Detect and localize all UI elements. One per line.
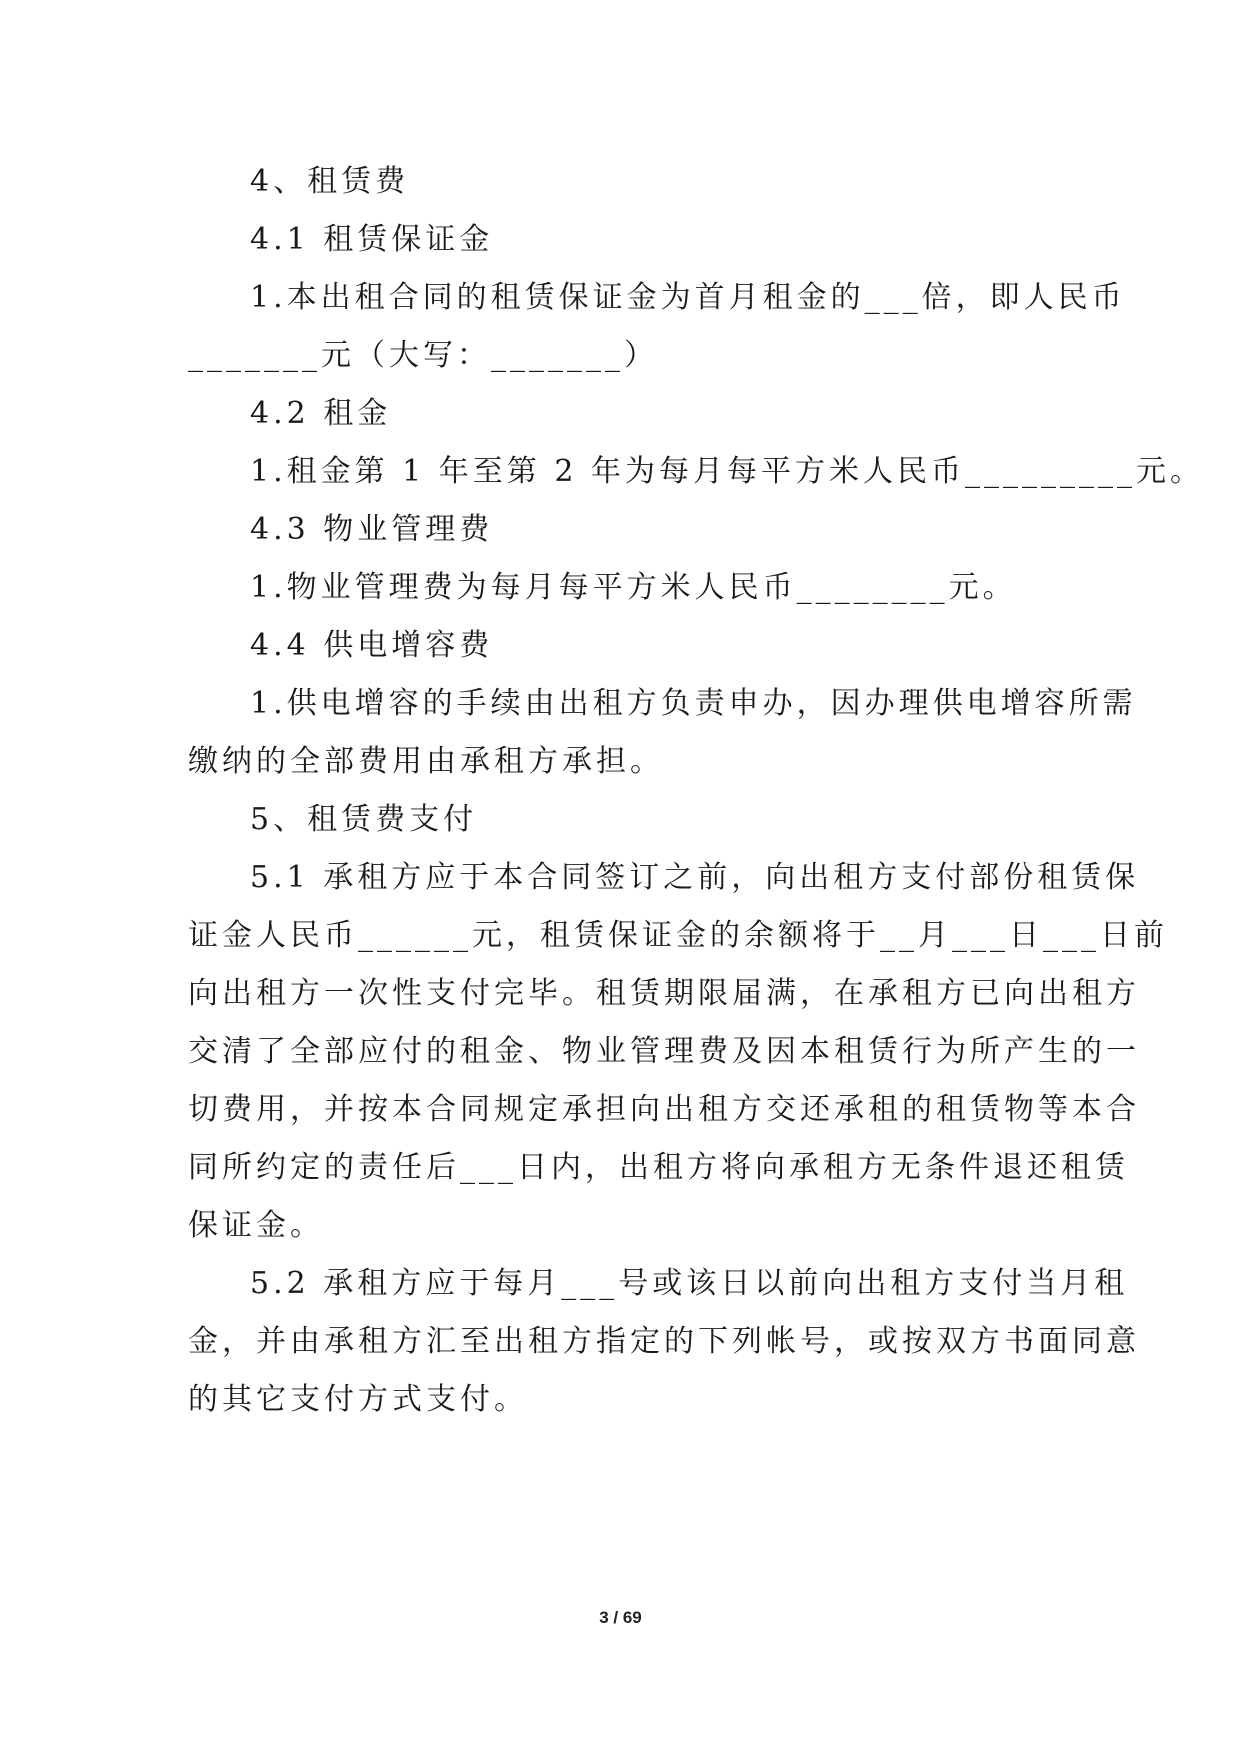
paragraph-line: 金，并由承租方汇至出租方指定的下列帐号，或按双方书面同意 [188, 1324, 1140, 1359]
section-heading-payment: 5、租赁费支付 [250, 802, 478, 837]
subsection-heading-rent: 4.2 租金 [250, 396, 392, 431]
subsection-heading-power-fee: 4.4 供电增容费 [250, 628, 494, 663]
section-heading-rental-fees: 4、租赁费 [250, 164, 410, 199]
paragraph-line: 同所约定的责任后___日内，出租方将向承租方无条件退还租赁 [188, 1150, 1129, 1185]
paragraph-line: 5.1 承租方应于本合同签订之前，向出租方支付部份租赁保 [250, 860, 1140, 895]
subsection-heading-property-fee: 4.3 物业管理费 [250, 512, 494, 547]
paragraph-line: 证金人民币______元，租赁保证金的余额将于__月___日___日前 [188, 918, 1168, 953]
paragraph-line: 1.物业管理费为每月每平方米人民币________元。 [250, 570, 1017, 605]
paragraph-line: 1.供电增容的手续由出租方负责申办，因办理供电增容所需 [250, 686, 1137, 721]
paragraph-line: 缴纳的全部费用由承租方承担。 [188, 744, 664, 779]
paragraph-line: 切费用，并按本合同规定承担向出租方交还承租的租赁物等本合 [188, 1092, 1140, 1127]
paragraph-line: 向出租方一次性支付完毕。租赁期限届满，在承租方已向出租方 [188, 976, 1140, 1011]
paragraph-line: 的其它支付方式支付。 [188, 1382, 528, 1417]
paragraph-line: 5.2 承租方应于每月___号或该日以前向出租方支付当月租 [250, 1266, 1129, 1301]
paragraph-line: _______元（大写：_______） [188, 338, 658, 373]
paragraph-line: 保证金。 [188, 1208, 324, 1243]
subsection-heading-deposit: 4.1 租赁保证金 [250, 222, 494, 257]
paragraph-line: 交清了全部应付的租金、物业管理费及因本租赁行为所产生的一 [188, 1034, 1140, 1069]
paragraph-line: 1.本出租合同的租赁保证金为首月租金的___倍，即人民币 [250, 280, 1126, 315]
paragraph-line: 1.租金第 1 年至第 2 年为每月每平方米人民币_________元。 [250, 454, 1204, 489]
page-number: 3 / 69 [599, 1608, 642, 1627]
